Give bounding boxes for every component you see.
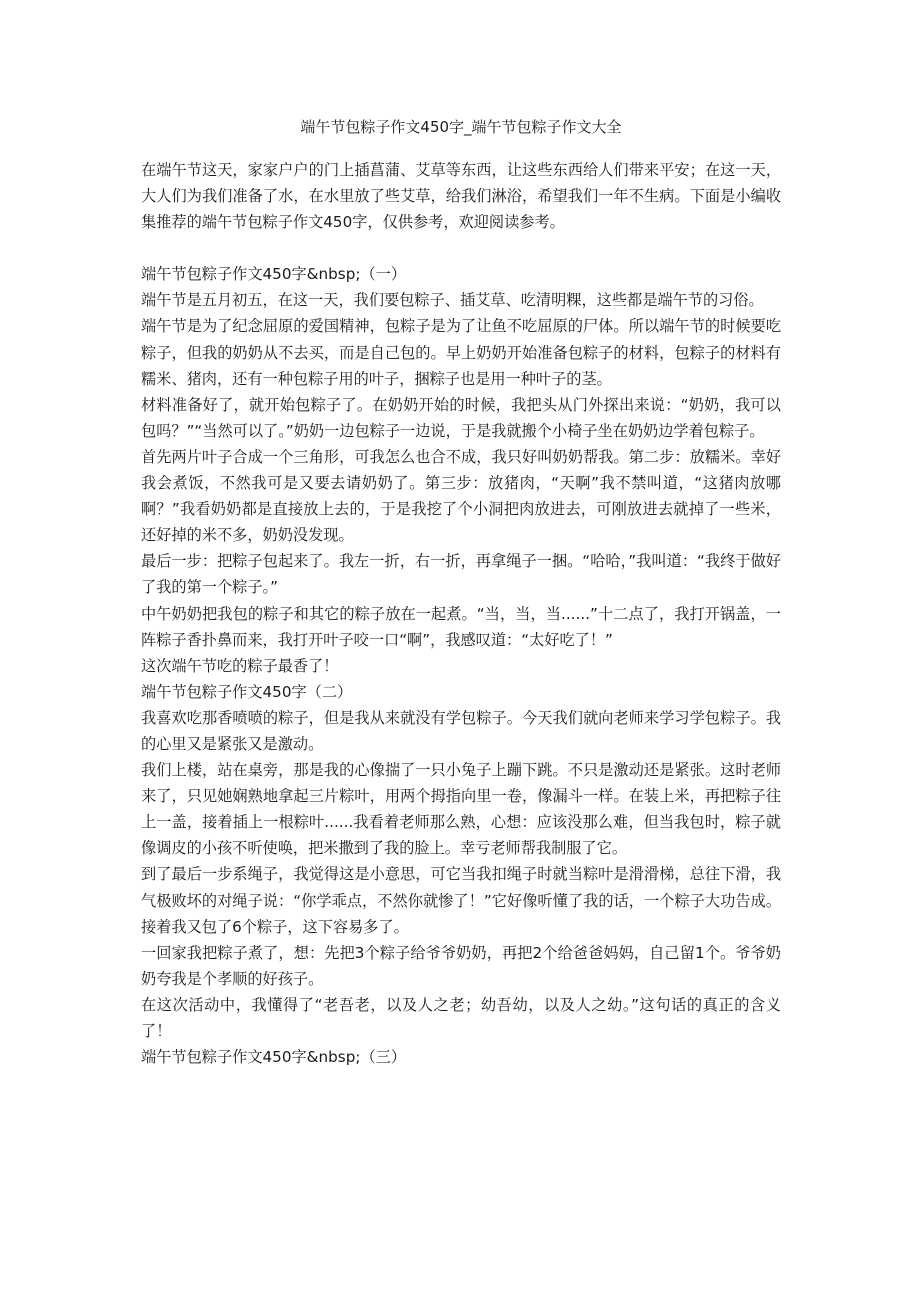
- paragraph: 一回家我把粽子煮了，想：先把3个粽子给爷爷奶奶，再把2个给爸爸妈妈，自己留1个。爷爷奶奶夸我是个孝顺的好孩子。: [141, 943, 781, 988]
- paragraph: 这次端午节吃的粽子最香了！: [141, 656, 339, 675]
- blank-line: [141, 235, 781, 261]
- paragraph: 材料准备好了，就开始包粽子了。在奶奶开始的时候，我把头从门外探出来说：“奶奶，我可以包吗？”“当然可以了。”奶奶一边包粽子一边说，于是我就搬个小椅子坐在奶奶边学着包粽子。: [141, 395, 781, 440]
- paragraph: 在这次活动中，我懂得了“老吾老，以及人之老；幼吾幼，以及人之幼。”这句话的真正的含义了！: [141, 995, 781, 1040]
- paragraph: 最后一步：把粽子包起来了。我左一折，右一折，再拿绳子一捆。“哈哈，”我叫道：“我终于做好了我的第一个粽子。”: [141, 552, 781, 597]
- paragraph: 中午奶奶把我包的粽子和其它的粽子放在一起煮。“当，当，当......”十二点了，我打开锅盖，一阵粽子香扑鼻而来，我打开叶子咬一口“啊”，我感叹道：“太好吃了！”: [141, 604, 781, 649]
- paragraph: 我喜欢吃那香喷喷的粽子，但是我从来就没有学包粽子。今天我们就向老师来学习学包粽子。我的心里又是紧张又是激动。: [141, 708, 781, 753]
- paragraph: 端午节包粽子作文450字（二）: [141, 682, 353, 701]
- document-title: 端午节包粽子作文450字_端午节包粽子作文大全: [300, 118, 622, 136]
- paragraph: 端午节是五月初五，在这一天，我们要包粽子、插艾草、吃清明粿，这些都是端午节的习俗。: [141, 291, 764, 310]
- paragraph: 在端午节这天，家家户户的门上插菖蒲、艾草等东西，让这些东西给人们带来平安；在这一天，大人们为我们准备了水，在水里放了些艾草，给我们淋浴，希望我们一年不生病。下面是小编收集推荐的端午节包粽子作文450字，仅供参考，欢迎阅读参考。: [141, 161, 781, 232]
- paragraph: 端午节包粽子作文450字&nbsp;（三）: [141, 1048, 407, 1067]
- paragraph: 端午节是为了纪念屈原的爱国精神，包粽子是为了让鱼不吃屈原的尸体。所以端午节的时候要吃粽子，但我的奶奶从不去买，而是自己包的。早上奶奶开始准备包粽子的材料，包粽子的材料有糯米、猪肉，还有一种包粽子用的叶子，捆粽子也是用一种叶子的茎。: [141, 317, 781, 388]
- document-body: [141, 157, 781, 1070]
- paragraph: 首先两片叶子合成一个三角形，可我怎么也合不成，我只好叫奶奶帮我。第二步：放糯米。幸好我会煮饭，不然我可是又要去请奶奶了。第三步：放猪肉，“天啊”我不禁叫道，“这猪肉放哪啊？”我看奶奶都是直接放上去的，于是我挖了个小洞把肉放进去，可刚放进去就掉了一些米，还好掉的米不多，奶奶没发现。: [141, 447, 781, 545]
- paragraph: 端午节包粽子作文450字&nbsp;（一）: [141, 265, 407, 284]
- paragraph: 到了最后一步系绳子，我觉得这是小意思，可它当我扣绳子时就当粽叶是滑滑梯，总往下滑，我气极败坏的对绳子说：“你学乖点，不然你就惨了！”它好像听懂了我的话，一个粽子大功告成。接着我又包了6个粽子，这下容易多了。: [141, 865, 781, 936]
- paragraph: 我们上楼，站在桌旁，那是我的心像揣了一只小兔子上蹦下跳。不只是激动还是紧张。这时老师来了，只见她娴熟地拿起三片粽叶，用两个拇指向里一卷，像漏斗一样。在装上米，再把粽子往上一盖，接着插上一根粽叶......我看着老师那么熟，心想：应该没那么难，但当我包时，粽子就像调皮的小孩不听使唤，把米撒到了我的脸上。幸亏老师帮我制服了它。: [141, 761, 781, 858]
